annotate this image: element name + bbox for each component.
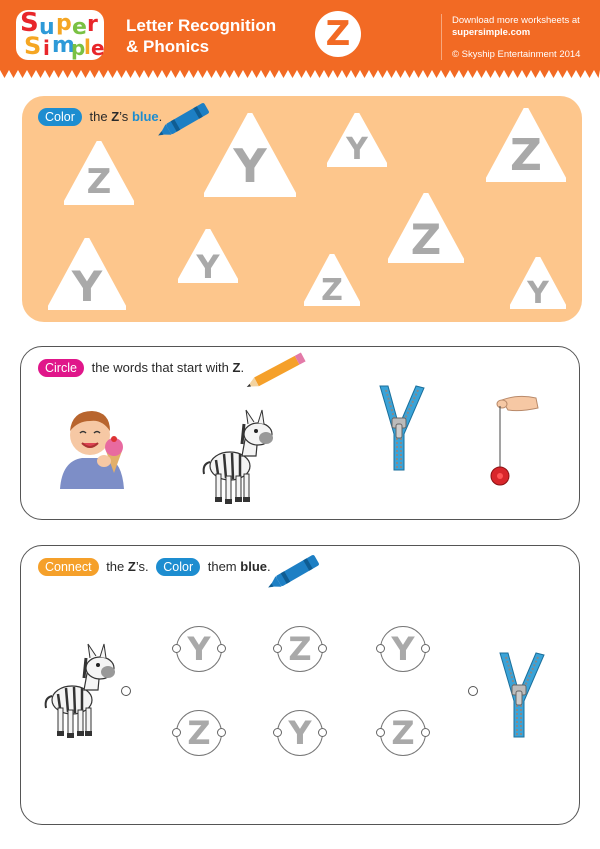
start-connector-dot[interactable] bbox=[121, 686, 131, 696]
left-connector-dot[interactable] bbox=[273, 644, 282, 653]
left-connector-dot[interactable] bbox=[273, 728, 282, 737]
letter-circle[interactable] bbox=[176, 626, 222, 672]
left-connector-dot[interactable] bbox=[172, 644, 181, 653]
right-connector-dot[interactable] bbox=[318, 728, 327, 737]
logo-letter: p bbox=[56, 11, 72, 36]
logo-letter: S bbox=[20, 8, 39, 38]
blue-crayon-icon bbox=[262, 552, 328, 592]
triangle-letter: Z bbox=[410, 215, 442, 264]
letter-circle[interactable] bbox=[277, 626, 323, 672]
right-connector-dot[interactable] bbox=[217, 728, 226, 737]
instruction-period: . bbox=[240, 360, 245, 375]
header-bar bbox=[0, 0, 600, 70]
zipper-end-picture bbox=[492, 650, 548, 740]
circle-letter-text: Z bbox=[187, 714, 211, 752]
left-connector-dot[interactable] bbox=[376, 728, 385, 737]
instruction-text: ’s. bbox=[135, 559, 149, 574]
color-instruction bbox=[38, 108, 162, 126]
logo-letter: i bbox=[43, 36, 50, 60]
download-text: Download more worksheets at bbox=[452, 15, 580, 26]
logo-letter: r bbox=[87, 12, 98, 37]
instruction-letter: Z bbox=[111, 109, 120, 124]
boy-ice-cream-picture[interactable] bbox=[52, 403, 138, 489]
letter-triangle[interactable] bbox=[178, 229, 238, 286]
triangle-letter: Z bbox=[321, 273, 343, 308]
color-word: blue bbox=[131, 109, 159, 124]
letter-triangle[interactable] bbox=[327, 113, 387, 167]
copyright-text: © Skyship Entertainment 2014 bbox=[452, 49, 581, 60]
logo-letter: e bbox=[91, 36, 105, 60]
triangle-letter: Z bbox=[86, 162, 112, 202]
end-connector-dot[interactable] bbox=[468, 686, 478, 696]
letter-triangle[interactable] bbox=[510, 257, 566, 309]
letter-triangle[interactable] bbox=[388, 193, 464, 263]
letter-triangle[interactable] bbox=[304, 254, 360, 306]
circle-letter-text: Y bbox=[288, 714, 312, 752]
target-letter-badge: Z bbox=[315, 11, 361, 57]
left-connector-dot[interactable] bbox=[376, 644, 385, 653]
letter-triangle[interactable] bbox=[64, 141, 134, 205]
triangle-letter: Y bbox=[71, 262, 103, 311]
color-word: blue bbox=[240, 559, 267, 574]
logo-letter: S bbox=[24, 32, 42, 60]
triangle-letter: Y bbox=[527, 276, 549, 311]
triangle-letter: Y bbox=[346, 132, 368, 167]
instruction-text: ’s bbox=[119, 109, 129, 124]
right-connector-dot[interactable] bbox=[318, 644, 327, 653]
right-connector-dot[interactable] bbox=[421, 728, 430, 737]
instruction-period: . bbox=[267, 559, 271, 574]
letter-circle[interactable] bbox=[380, 710, 426, 756]
logo-letter: m bbox=[52, 33, 75, 58]
site-link[interactable]: supersimple.com bbox=[452, 27, 531, 38]
circle-letter-text: Y bbox=[391, 630, 415, 668]
super-simple-logo bbox=[14, 8, 106, 62]
yo-yo-picture[interactable] bbox=[478, 390, 544, 490]
triangle-letter: Z bbox=[510, 130, 542, 181]
circle-instruction bbox=[38, 359, 244, 377]
letter-circle[interactable] bbox=[277, 710, 323, 756]
triangle-letter: Y bbox=[196, 248, 220, 286]
circle-pill: Circle bbox=[38, 359, 84, 377]
color-pill: Color bbox=[156, 558, 200, 576]
instruction-letter: Z bbox=[127, 559, 136, 574]
instruction-period: . bbox=[158, 109, 163, 124]
logo-letter: e bbox=[72, 15, 87, 40]
letter-triangle[interactable] bbox=[204, 113, 296, 197]
header-divider bbox=[441, 14, 442, 60]
download-note bbox=[452, 15, 580, 39]
right-connector-dot[interactable] bbox=[217, 644, 226, 653]
instruction-letter: Z bbox=[232, 360, 241, 375]
pencil-icon bbox=[240, 352, 310, 392]
instruction-text: the bbox=[106, 559, 125, 574]
instruction-text: the words that start with bbox=[91, 360, 229, 375]
right-connector-dot[interactable] bbox=[421, 644, 430, 653]
color-pill: Color bbox=[38, 108, 82, 126]
triangle-letter: Y bbox=[233, 139, 267, 193]
logo-letter: l bbox=[84, 35, 91, 59]
title-line-2: & Phonics bbox=[126, 37, 210, 56]
left-connector-dot[interactable] bbox=[172, 728, 181, 737]
circle-letter-text: Z bbox=[288, 630, 312, 668]
worksheet-title bbox=[126, 15, 276, 57]
instruction-text: them bbox=[207, 559, 237, 574]
circle-letter-text: Z bbox=[391, 714, 415, 752]
zipper-picture[interactable] bbox=[372, 384, 428, 472]
connect-pill: Connect bbox=[38, 558, 99, 576]
instruction-text: the bbox=[89, 109, 108, 124]
logo-letter: p bbox=[71, 36, 86, 60]
title-line-1: Letter Recognition bbox=[126, 16, 277, 35]
letter-circle[interactable] bbox=[380, 626, 426, 672]
circle-letter-text: Y bbox=[187, 630, 211, 668]
logo-letter: u bbox=[39, 15, 55, 40]
letter-triangle[interactable] bbox=[486, 108, 566, 182]
zebra-start-picture bbox=[40, 638, 116, 738]
letter-triangle[interactable] bbox=[48, 238, 126, 310]
connect-instruction bbox=[38, 558, 271, 576]
header-zigzag-edge bbox=[0, 70, 600, 78]
zebra-picture[interactable] bbox=[198, 404, 274, 504]
letter-circle[interactable] bbox=[176, 710, 222, 756]
